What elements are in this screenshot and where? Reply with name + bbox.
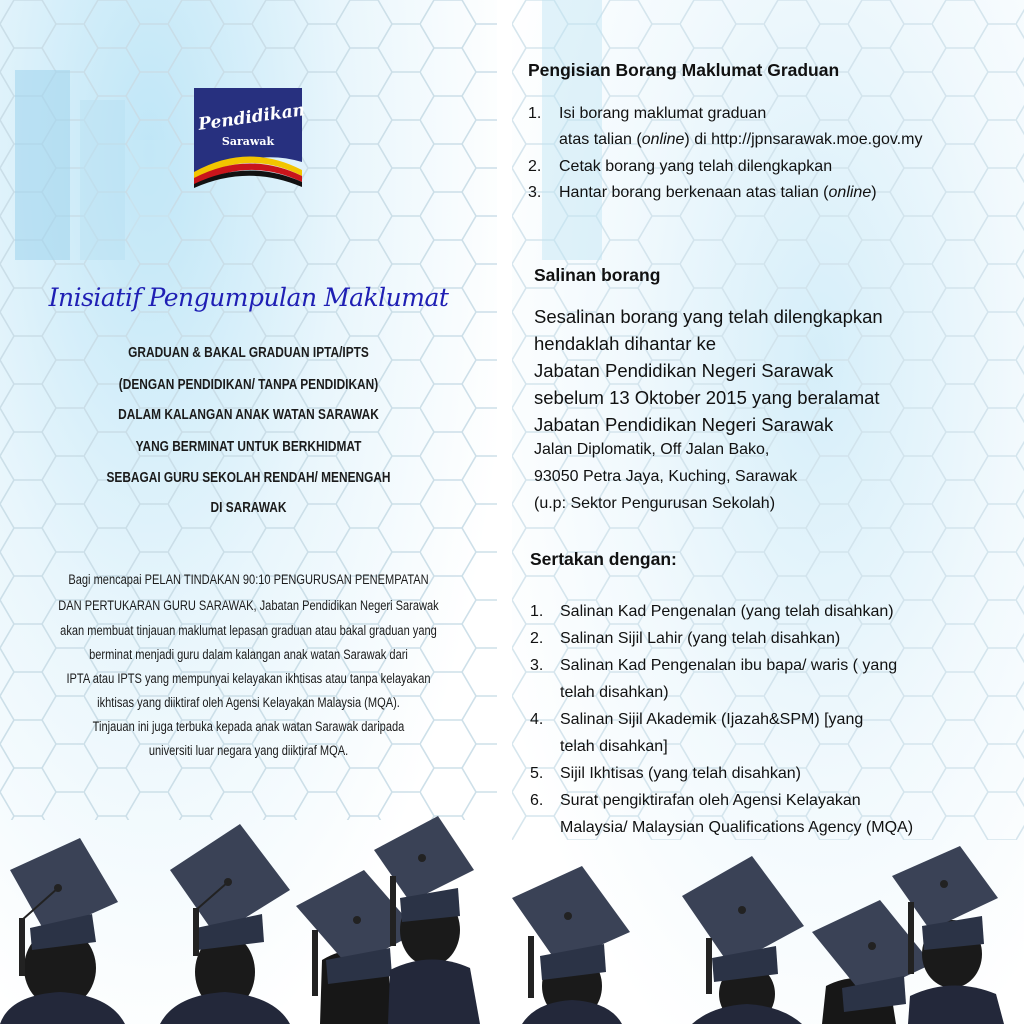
document-item-6-line-1: Surat pengiktirafan oleh Agensi Kelayakan [560, 792, 861, 809]
caps-line-5: SEBAGAI GURU SEKOLAH RENDAH/ MENENGAH [106, 470, 391, 486]
document-item-3-line-1: Salinan Kad Pengenalan ibu bapa/ waris ( yang [560, 657, 898, 674]
graduate-cap-icon [682, 856, 804, 1024]
poster-title: Inisiatif Pengumpulan Maklumat [48, 283, 449, 312]
step-1-line-2: atas talian (online) di http://jpnsarawak.moe.gov.my [559, 131, 923, 148]
address-line-2: 93050 Petra Jaya, Kuching, Sarawak [534, 468, 798, 485]
document-item-3-line-2: telah disahkan) [560, 684, 669, 701]
intro-paragraph-line-7: Tinjauan ini juga terbuka kepada anak watan Sarawak daripada [92, 719, 405, 734]
step-2: Cetak borang yang telah dilengkapkan [559, 158, 833, 175]
list-number: 1. [528, 105, 542, 122]
graduate-cap-icon [160, 824, 290, 1024]
document-item-1: Salinan Kad Pengenalan (yang telah disahkan) [560, 603, 894, 620]
section-heading-sertakan: Sertakan dengan: [530, 549, 677, 569]
intro-paragraph-line-6: ikhtisas yang diiktiraf oleh Agensi Kelayakan Malaysia (MQA). [97, 695, 400, 710]
address-line-3: (u.p: Sektor Pengurusan Sekolah) [534, 495, 776, 512]
logo-text-pendidikan: Pendidikan [197, 100, 307, 135]
list-number: 3. [528, 184, 542, 201]
list-number: 1. [530, 603, 544, 620]
salinan-line-5: Jabatan Pendidikan Negeri Sarawak [534, 414, 834, 435]
graduates-illustration [0, 810, 497, 1024]
document-item-6-line-2: Malaysia/ Malaysian Qualifications Agency (MQA) [560, 819, 914, 836]
list-number: 5. [530, 765, 544, 782]
list-number: 4. [530, 711, 544, 728]
salinan-line-1: Sesalinan borang yang telah dilengkapkan [534, 306, 883, 327]
caps-line-2: (DENGAN PENDIDIKAN/ TANPA PENDIDIKAN) [118, 377, 379, 393]
list-number: 2. [528, 158, 542, 175]
graduates-illustration [512, 846, 1024, 1024]
intro-paragraph-line-5: IPTA atau IPTS yang mempunyai kelayakan ikhtisas atau tanpa kelayakan [66, 671, 431, 686]
salinan-line-4: sebelum 13 Oktober 2015 yang beralamat [534, 387, 880, 408]
list-number: 2. [530, 630, 544, 647]
step-3: Hantar borang berkenaan atas talian (online) [559, 184, 877, 201]
address-line-1: Jalan Diplomatik, Off Jalan Bako, [534, 441, 770, 458]
graduate-cap-icon [512, 866, 630, 1024]
document-item-5: Sijil Ikhtisas (yang telah disahkan) [560, 765, 802, 782]
section-heading-salinan: Salinan borang [534, 265, 661, 285]
intro-paragraph-line-1: Bagi mencapai PELAN TINDAKAN 90:10 PENGURUSAN PENEMPATAN [68, 572, 429, 587]
section-heading-pengisian: Pengisian Borang Maklumat Graduan [528, 60, 840, 80]
document-item-4-line-2: telah disahkan] [560, 738, 668, 755]
salinan-line-2: hendaklah dihantar ke [534, 333, 717, 354]
caps-line-6: DI SARAWAK [210, 500, 287, 516]
caps-line-4: YANG BERMINAT UNTUK BERKHIDMAT [135, 439, 362, 455]
graduate-cap-icon [0, 838, 125, 1024]
caps-line-1: GRADUAN & BAKAL GRADUAN IPTA/IPTS [128, 345, 369, 361]
logo-text-sarawak: Sarawak [221, 135, 275, 148]
document-item-2: Salinan Sijil Lahir (yang telah disahkan) [560, 630, 841, 647]
document-item-4-line-1: Salinan Sijil Akademik (Ijazah&SPM) [yang [560, 711, 864, 728]
list-number: 3. [530, 657, 544, 674]
left-panel [0, 0, 497, 1024]
intro-paragraph-line-3: akan membuat tinjauan maklumat lepasan graduan atau bakal graduan yang [60, 623, 437, 638]
intro-paragraph-line-4: berminat menjadi guru dalam kalangan anak watan Sarawak dari [89, 647, 408, 662]
intro-paragraph-line-8: universiti luar negara yang diiktiraf MQA. [148, 743, 349, 758]
intro-paragraph-line-2: DAN PERTUKARAN GURU SARAWAK, Jabatan Pendidikan Negeri Sarawak [58, 598, 439, 613]
salinan-line-3: Jabatan Pendidikan Negeri Sarawak [534, 360, 834, 381]
graduate-cap-icon [892, 846, 1004, 1024]
step-1-line-1: Isi borang maklumat graduan [559, 105, 767, 122]
right-panel [512, 0, 1024, 1024]
caps-line-3: DALAM KALANGAN ANAK WATAN SARAWAK [118, 407, 379, 423]
panel-divider [497, 0, 512, 1024]
list-number: 6. [530, 792, 544, 809]
